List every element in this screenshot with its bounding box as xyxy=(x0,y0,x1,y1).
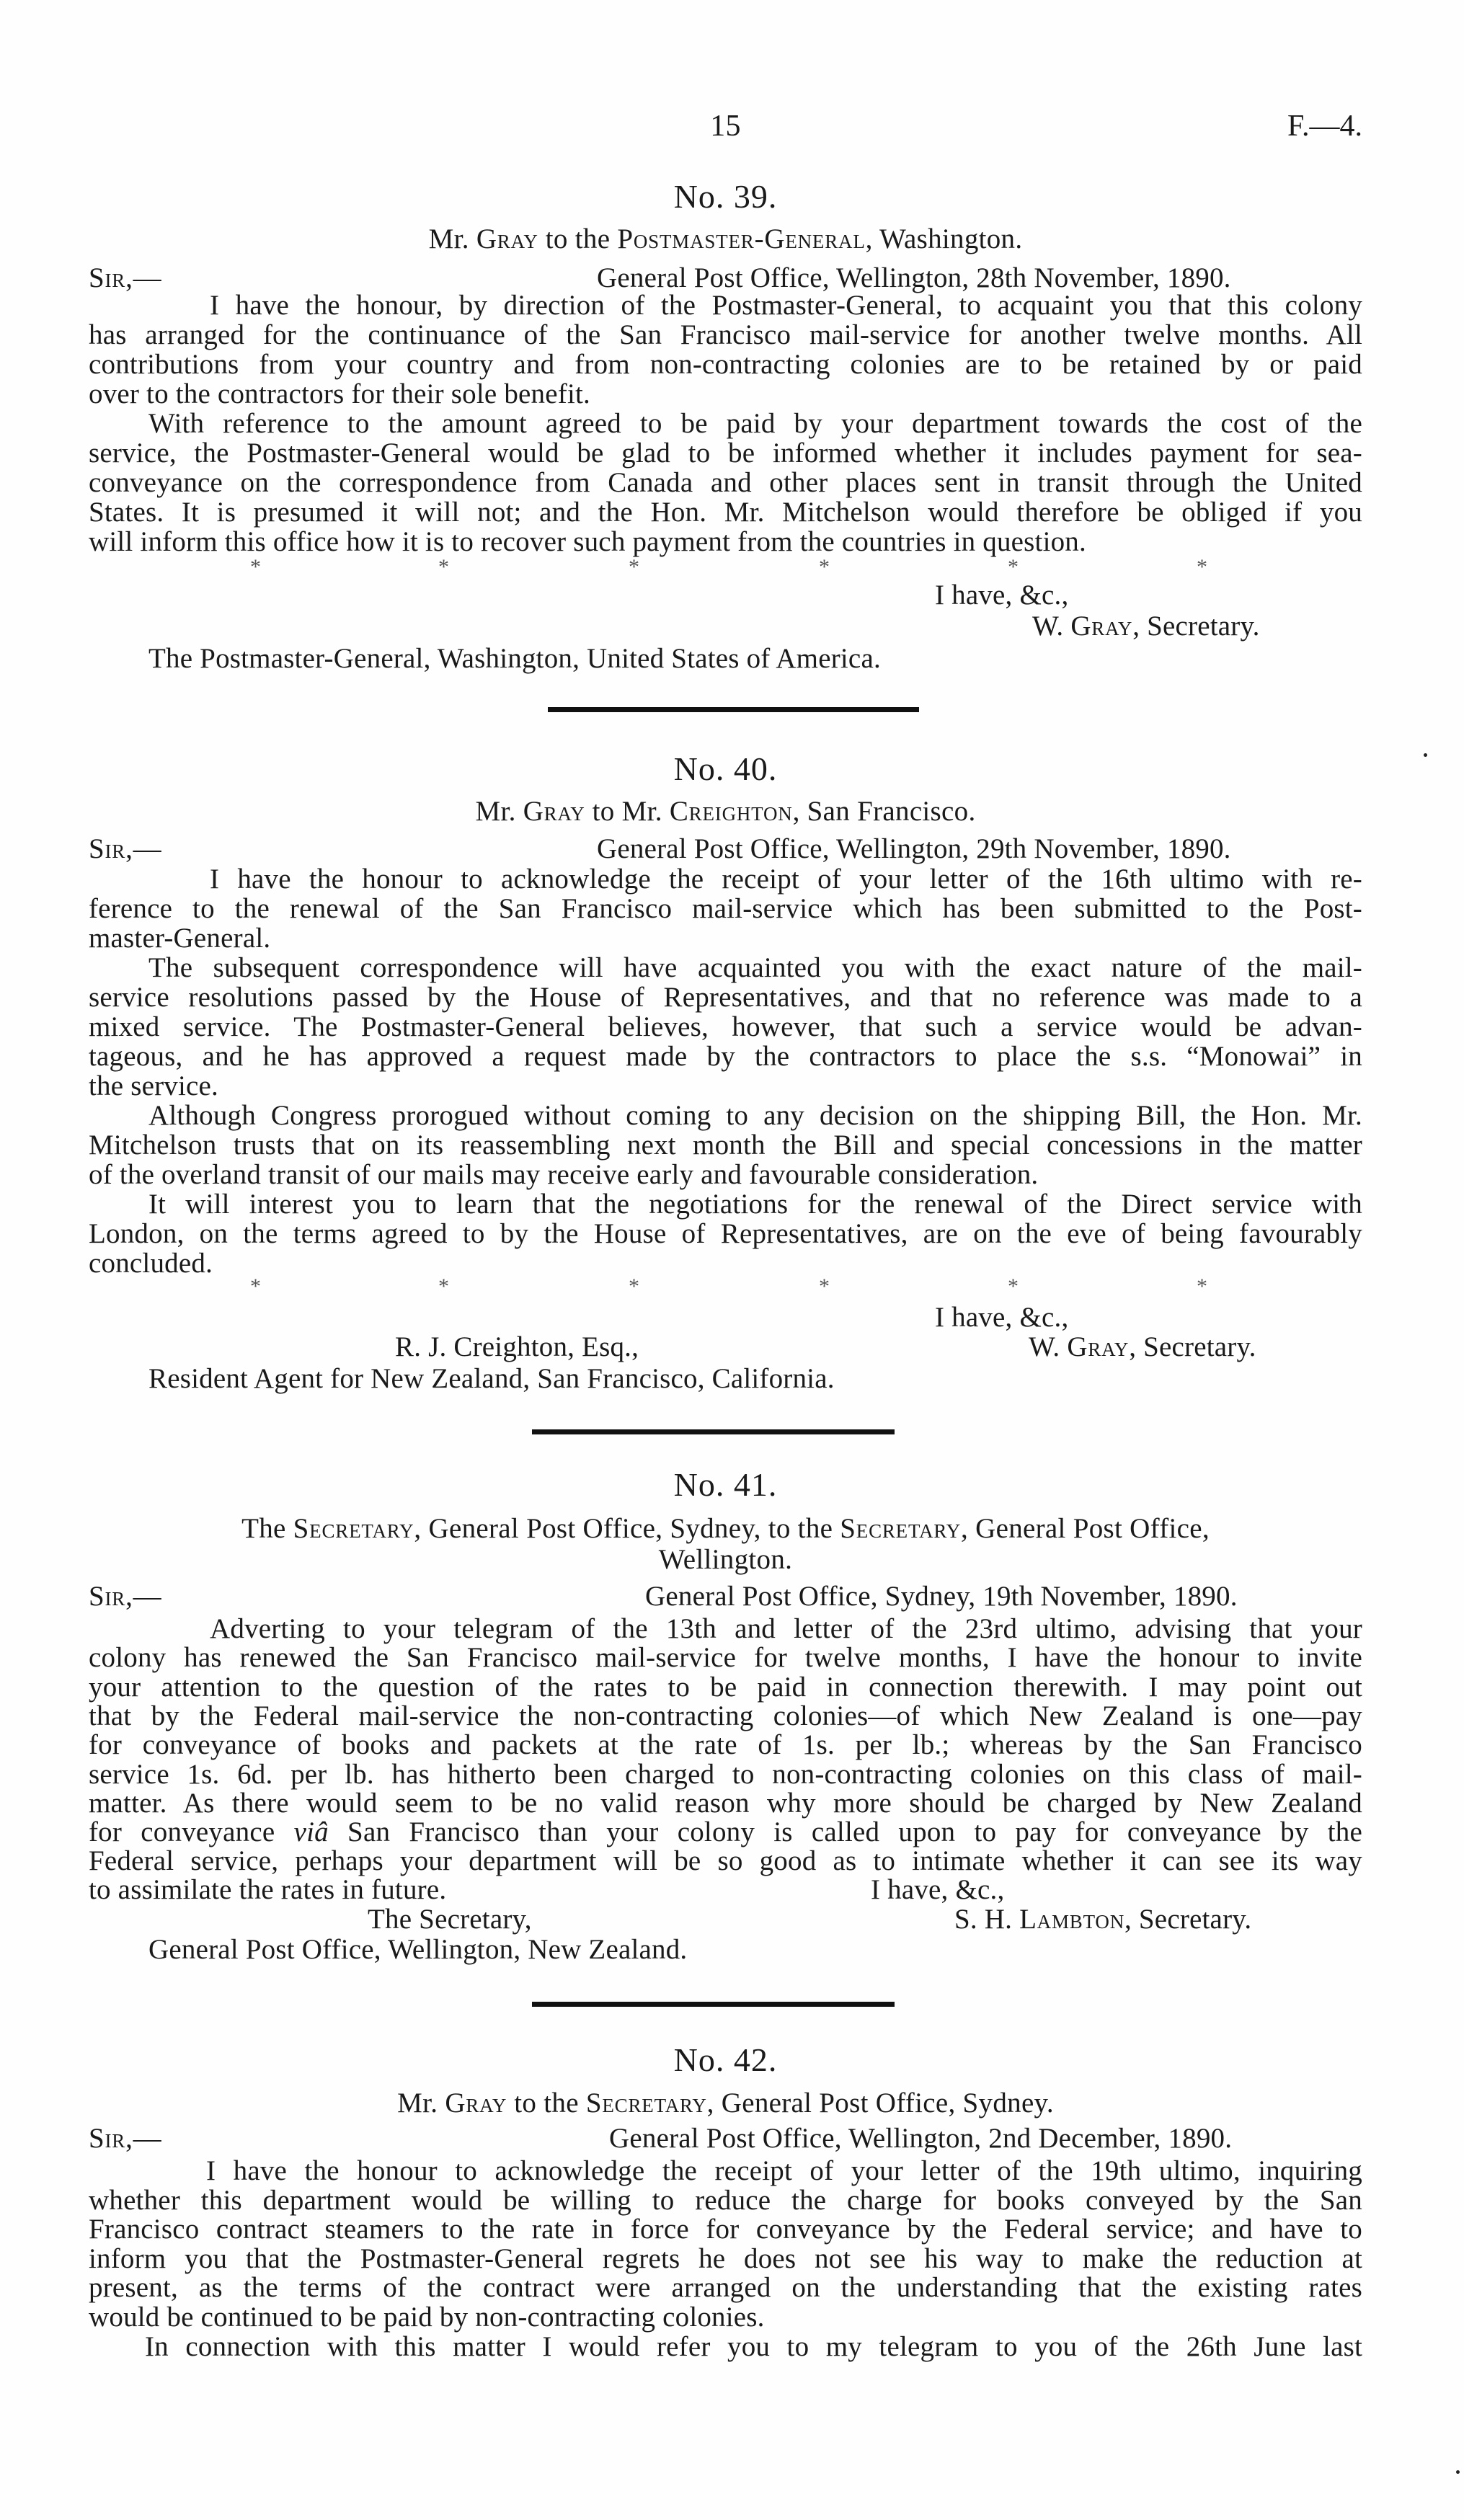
heading-name: Secretary xyxy=(585,2088,707,2119)
body-line: inform you that the Postmaster-General regrets he does not see his way to make the reduction at xyxy=(89,2243,1362,2274)
body-line: tageous, and he has approved a request made by the contractors to place the s.s. “Monowai” in xyxy=(89,1041,1362,1072)
omission-mark: * xyxy=(1008,555,1019,579)
body-line: whether this department would be willing to reduce the charge for books conveyed by the San xyxy=(89,2185,1362,2216)
body-line: for conveyance of books and packets at the rate of 1s. per lb.; whereas by the San Francisco xyxy=(89,1729,1362,1760)
closing: I have, &c., xyxy=(935,580,1069,611)
letter-heading-continued: Wellington. xyxy=(658,1544,793,1575)
body-line: In connection with this matter I would refer you to my telegram to you of the 26th June last xyxy=(145,2331,1362,2362)
body-line: concluded. xyxy=(89,1248,213,1279)
body-line: that by the Federal mail-service the non-contracting colonies—of which New Zealand is one—pay xyxy=(89,1700,1362,1731)
signature-name: Gray xyxy=(1067,1331,1130,1362)
signature xyxy=(1029,1332,1256,1362)
body-line: matter. As there would seem to be no valid reason why more should be charged by New Zealand xyxy=(89,1788,1362,1819)
closing: I have, &c., xyxy=(871,1874,1005,1905)
body-line: It will interest you to learn that the negotiations for the renewal of the Direct service with xyxy=(148,1189,1362,1220)
signature-title: , Secretary. xyxy=(1132,611,1260,642)
letter-number: No. 42. xyxy=(673,2041,778,2078)
heading-text: Mr. xyxy=(428,223,476,254)
addressee: The Postmaster-General, Washington, United States of America. xyxy=(148,643,881,674)
heading-name: Gray xyxy=(445,2088,507,2119)
body-text: San Francisco than your colony is called upon to pay for conveyance by the xyxy=(328,1816,1362,1847)
letter-number: No. 41. xyxy=(673,1466,778,1503)
salutation: Sir,— xyxy=(89,833,162,864)
letter-heading xyxy=(89,1514,1362,1543)
section-rule xyxy=(532,2002,895,2007)
body-line: has arranged for the continuance of the San Francisco mail-service for another twelve months. All xyxy=(89,319,1362,350)
heading-text: , General Post Office, xyxy=(961,1513,1210,1544)
body-line: over to the contractors for their sole benefit. xyxy=(89,378,590,409)
heading-name: Gray xyxy=(476,223,538,254)
body-line: I have the honour, by direction of the Postmaster-General, to acquaint you that this colony xyxy=(210,290,1362,321)
heading-name: Postmaster-General xyxy=(617,223,866,254)
scan-speck xyxy=(1456,2470,1460,2474)
heading-text: Mr. xyxy=(475,796,523,827)
heading-text: The xyxy=(241,1513,293,1544)
signature-name: Gray xyxy=(1070,611,1133,642)
signature xyxy=(1032,611,1260,641)
body-line: would be continued to be paid by non-contracting colonies. xyxy=(89,2302,765,2333)
body-line: the service. xyxy=(89,1070,218,1101)
body-line: Federal service, perhaps your department will be so good as to intimate whether it can see its way xyxy=(89,1845,1362,1876)
omission-mark: * xyxy=(438,555,449,579)
omission-mark: * xyxy=(1197,555,1207,579)
section-rule xyxy=(532,1429,895,1434)
body-line: to assimilate the rates in future. xyxy=(89,1874,447,1905)
omission-mark: * xyxy=(250,555,261,579)
body-line: States. It is presumed it will not; and the Hon. Mr. Mitchelson would therefore be obliged if you xyxy=(89,497,1362,528)
dateline: General Post Office, Wellington, 28th November, 1890. xyxy=(597,262,1231,293)
body-line: Mitchelson trusts that on its reassembling next month the Bill and special concessions in the matter xyxy=(89,1130,1362,1161)
body-line: contributions from your country and from non-contracting colonies are to be retained by or paid xyxy=(89,349,1362,380)
dateline: General Post Office, Wellington, 29th November, 1890. xyxy=(597,833,1231,864)
signature-initials: W. xyxy=(1032,611,1071,642)
omission-mark: * xyxy=(1197,1274,1207,1298)
page-number: 15 xyxy=(710,110,741,143)
salutation: Sir,— xyxy=(89,2123,162,2154)
body-line: I have the honour to acknowledge the receipt of your letter of the 19th ultimo, inquiring xyxy=(206,2155,1362,2186)
heading-name: Creighton xyxy=(669,796,793,827)
signature-title: , Secretary. xyxy=(1124,1904,1252,1935)
closing: I have, &c., xyxy=(935,1302,1069,1333)
signature-title: , Secretary. xyxy=(1129,1331,1256,1362)
body-line xyxy=(89,1817,1362,1847)
heading-text: , General Post Office, Sydney. xyxy=(706,2088,1054,2119)
signature-initials: W. xyxy=(1029,1331,1068,1362)
letter-heading xyxy=(89,2088,1362,2118)
addressee-location: General Post Office, Wellington, New Zealand. xyxy=(148,1934,688,1965)
heading-text: to the xyxy=(538,223,618,254)
body-line: Although Congress prorogued without coming to any decision on the shipping Bill, the Hon. Mr. xyxy=(148,1100,1362,1131)
omission-mark: * xyxy=(819,1274,830,1298)
letter-number: No. 39. xyxy=(673,178,778,215)
omission-mark: * xyxy=(438,1274,449,1298)
letter-heading xyxy=(89,224,1362,254)
body-line: The subsequent correspondence will have acquainted you with the exact nature of the mail- xyxy=(148,952,1362,983)
body-line: service, the Postmaster-General would be glad to be informed whether it includes payment for sea- xyxy=(89,438,1362,469)
body-line: service resolutions passed by the House of Representatives, and that no reference was made to a xyxy=(89,982,1362,1013)
heading-text: Mr. xyxy=(397,2088,445,2119)
body-line: ference to the renewal of the San Francisco mail-service which has been submitted to the Post- xyxy=(89,893,1362,924)
section-rule xyxy=(548,707,919,712)
dateline: General Post Office, Sydney, 19th November, 1890. xyxy=(645,1581,1238,1612)
heading-text: , Washington. xyxy=(865,223,1023,254)
omission-mark: * xyxy=(629,1274,639,1298)
body-line: present, as the terms of the contract were arranged on the understanding that the existing rates xyxy=(89,2272,1362,2303)
heading-text: to Mr. xyxy=(585,796,670,827)
omission-mark: * xyxy=(629,555,639,579)
body-line: I have the honour to acknowledge the receipt of your letter of the 16th ultimo with re- xyxy=(210,864,1362,895)
omission-mark: * xyxy=(819,555,830,579)
body-line: your attention to the question of the rates to be paid in connection therewith. I may point out xyxy=(89,1672,1362,1703)
body-line: colony has renewed the San Francisco mail-service for twelve months, I have the honour to invite xyxy=(89,1642,1362,1673)
body-line: master-General. xyxy=(89,923,271,954)
dateline: General Post Office, Wellington, 2nd December, 1890. xyxy=(609,2123,1233,2154)
addressee-location: Resident Agent for New Zealand, San Francisco, California. xyxy=(148,1363,835,1394)
body-line: mixed service. The Postmaster-General believes, however, that such a service would be advan- xyxy=(89,1011,1362,1042)
body-line: service 1s. 6d. per lb. has hitherto been charged to non-contracting colonies on this class of mail- xyxy=(89,1759,1362,1790)
heading-name: Gray xyxy=(523,796,585,827)
heading-text: , San Francisco. xyxy=(792,796,976,827)
letter-number: No. 40. xyxy=(673,750,778,787)
body-line: Adverting to your telegram of the 13th and letter of the 23rd ultimo, advising that your xyxy=(210,1613,1362,1644)
addressee: R. J. Creighton, Esq., xyxy=(395,1331,639,1362)
body-line: London, on the terms agreed to by the House of Representatives, are on the eve of being favourably xyxy=(89,1218,1362,1249)
body-line: of the overland transit of our mails may receive early and favourable consideration. xyxy=(89,1159,1039,1190)
letter-heading xyxy=(89,797,1362,826)
body-line: conveyance on the correspondence from Canada and other places sent in transit through the United xyxy=(89,467,1362,498)
signature-name: Lambton xyxy=(1019,1904,1125,1935)
addressee: The Secretary, xyxy=(368,1904,532,1935)
heading-text: , General Post Office, Sydney, to the xyxy=(414,1513,840,1544)
signature xyxy=(954,1904,1251,1934)
body-line: will inform this office how it is to recover such payment from the countries in question. xyxy=(89,526,1086,557)
paper-reference: F.—4. xyxy=(1287,110,1362,143)
omission-mark: * xyxy=(250,1274,261,1298)
heading-name: Secretary xyxy=(840,1513,962,1544)
italic-word: viâ xyxy=(293,1816,329,1847)
body-text: for conveyance xyxy=(89,1816,294,1847)
salutation: Sir,— xyxy=(89,1581,162,1612)
omission-mark: * xyxy=(1008,1274,1019,1298)
salutation: Sir,— xyxy=(89,262,162,293)
body-line: With reference to the amount agreed to be paid by your department towards the cost of the xyxy=(148,408,1362,439)
heading-text: to the xyxy=(507,2088,586,2119)
body-line: Francisco contract steamers to the rate in force for conveyance by the Federal service; and have to xyxy=(89,2214,1362,2245)
signature-initials: S. H. xyxy=(954,1904,1020,1935)
scan-speck xyxy=(1424,753,1427,757)
heading-name: Secretary xyxy=(293,1513,414,1544)
